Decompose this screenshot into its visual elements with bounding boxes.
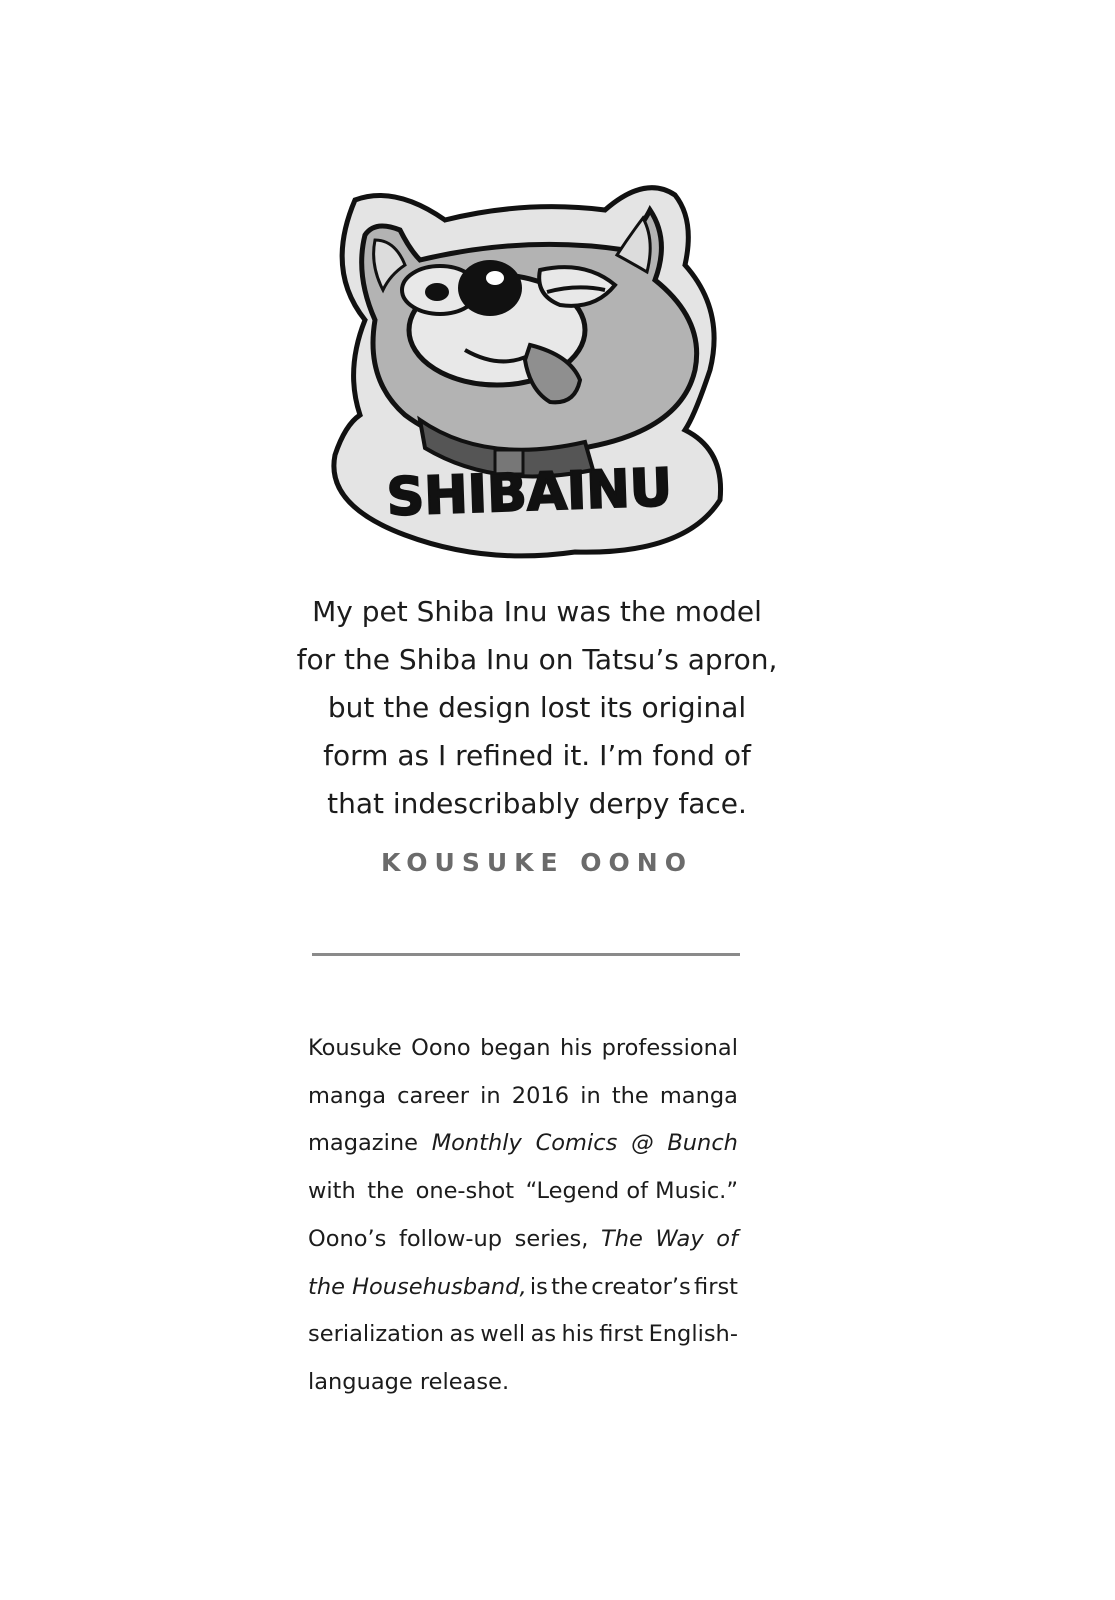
logo-text: SHIBAINU bbox=[385, 458, 674, 528]
author-bio bbox=[308, 1025, 738, 1407]
divider bbox=[312, 953, 740, 956]
bio-line: manga career in 2016 in the manga bbox=[308, 1082, 738, 1109]
bio-line: serialization as well as his first English- bbox=[308, 1321, 738, 1348]
quote-line: but the design lost its original bbox=[327, 691, 747, 724]
bio-line: with the one-shot “Legend of Music.” bbox=[308, 1178, 738, 1205]
quote-line: for the Shiba Inu on Tatsu’s apron, bbox=[296, 643, 778, 676]
bio-line: Kousuke Oono began his professional bbox=[308, 1035, 738, 1061]
quote-line: that indescribably derpy face. bbox=[327, 787, 747, 820]
shibainu-logo bbox=[325, 180, 735, 560]
author-name: KOUSUKE OONO bbox=[381, 848, 693, 877]
bio-line: the Househusband, is the creator’s first bbox=[308, 1273, 738, 1300]
bio-line: language release. bbox=[308, 1368, 510, 1395]
bio-line: magazine Monthly Comics @ Bunch bbox=[308, 1130, 738, 1157]
bio-line: Oono’s follow-up series, The Way of bbox=[308, 1225, 738, 1252]
quote-line: form as I refined it. I’m fond of bbox=[323, 739, 751, 772]
nose-icon bbox=[458, 260, 522, 316]
author-quote bbox=[257, 588, 817, 828]
quote-line: My pet Shiba Inu was the model bbox=[312, 595, 762, 628]
